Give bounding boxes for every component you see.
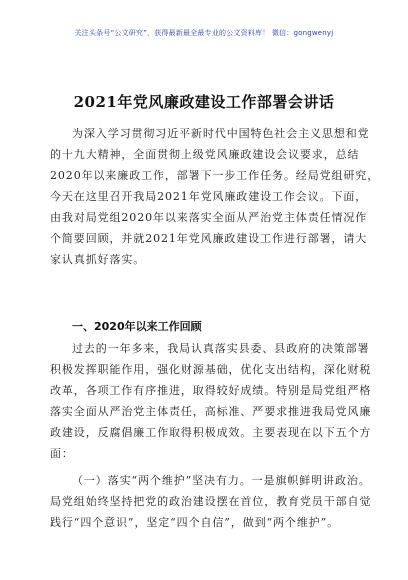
document-title: 2021年党风廉政建设工作部署会讲话 [73,93,335,111]
review-paragraph [50,338,372,464]
text-line: 家认真抓好落实。 [50,253,146,266]
text-line: 过去的一年多来，我局认真落实县委、县政府的决策部署 [72,342,370,355]
text-line: 由我对局党组2020年以来落实全面从严治党主体责任情况作 [50,211,368,224]
intro-paragraph [50,123,380,270]
text-line: 局党组始终坚持把党的政治建设摆在首位，教育党员干部自觉 [50,495,372,508]
text-line: 个简要回顾，并就2021年党风廉政建设工作进行部署，请大 [50,232,368,245]
text-line: 落实全面从严治党主体责任，高标准、严要求推进我局党风廉 [50,405,372,418]
text-line: 为深入学习贯彻习近平新时代中国特色社会主义思想和党 [72,127,370,140]
point-one-paragraph [50,470,372,533]
header-banner: 关注头条号“公文研究”，获得最新最全最专业的公文资料库！ 微信：gongwenyj [74,29,334,37]
text-line: （一）落实“两个维护”坚决有力。一是旗帜鲜明讲政治。 [72,474,371,487]
text-line: 践行“四个意识”，坚定“四个自信”，做到“两个维护”。 [50,516,340,529]
text-line: 2020年以来廉政工作，部署下一步工作任务。经局党组研究， [50,169,380,182]
text-line: 政建设，反腐倡廉工作取得积极成效。主要表现在以下五个方 [50,426,372,439]
text-line: 今天在这里召开我局2021年党风廉政建设工作会议。下面， [50,190,368,203]
section-heading: 一、2020年以来工作回顾 [72,320,202,333]
text-line: 的十九大精神，全面贯彻上级党风廉政建设会议要求，总结 [50,148,360,161]
text-line: 积极发挥职能作用，强化财源基础，优化支出结构，深化财税 [50,363,372,376]
text-line: 改革，各项工作有序推进，取得较好成绩。特别是局党组严格 [50,384,372,397]
text-line: 面： [50,447,74,460]
